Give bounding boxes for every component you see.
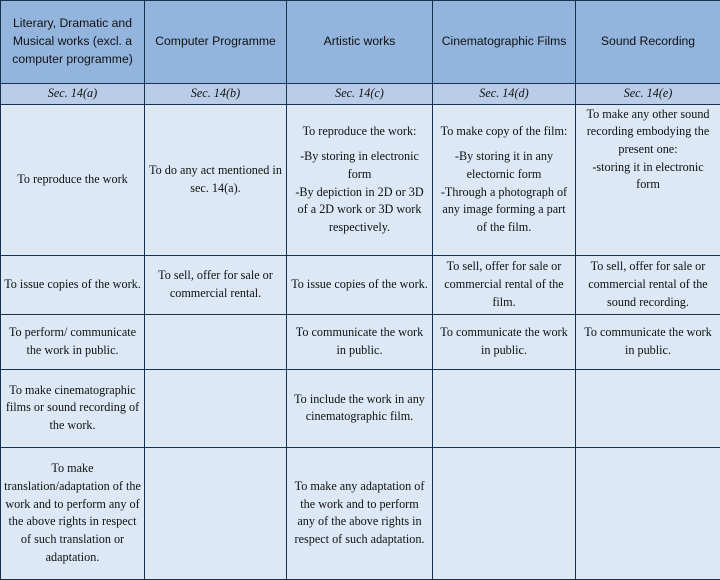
section-row — [1, 84, 720, 105]
cell-computer-adaptation — [145, 447, 287, 579]
cell-film-issue-copies: To sell, offer for sale or commercial rental of the film. — [433, 255, 576, 314]
table-row-issue-copies — [1, 255, 720, 314]
cell-literary-issue-copies: To issue copies of the work. — [1, 255, 145, 314]
header-computer-programme: Computer Programme — [145, 1, 287, 84]
cell-artistic-communicate: To communicate the work in public. — [287, 314, 433, 369]
cell-computer-films-recording — [145, 369, 287, 447]
table-row-adaptation — [1, 447, 720, 579]
film-reproduce-point-1: -By storing it in any electornic form — [436, 148, 572, 183]
header-row — [1, 1, 720, 84]
cell-artistic-films-recording: To include the work in any cinematographic film. — [287, 369, 433, 447]
cell-film-communicate: To communicate the work in public. — [433, 314, 576, 369]
section-14d: Sec. 14(d) — [433, 84, 576, 105]
cell-literary-reproduce: To reproduce the work — [1, 104, 145, 255]
cell-sound-issue-copies: To sell, offer for sale or commercial rental of the sound recording. — [576, 255, 720, 314]
table-row-communicate — [1, 314, 720, 369]
cell-computer-reproduce: To do any act mentioned in sec. 14(a). — [145, 104, 287, 255]
film-reproduce-point-2: -Through a photograph of any image forming a part of the film. — [436, 184, 572, 237]
header-cinematographic-films: Cinematographic Films — [433, 1, 576, 84]
section-14a: Sec. 14(a) — [1, 84, 145, 105]
cell-computer-issue-copies: To sell, offer for sale or commercial rental. — [145, 255, 287, 314]
film-reproduce-intro: To make copy of the film: — [436, 123, 572, 141]
cell-computer-communicate — [145, 314, 287, 369]
cell-sound-films-recording — [576, 369, 720, 447]
cell-artistic-issue-copies: To issue copies of the work. — [287, 255, 433, 314]
header-sound-recording: Sound Recording — [576, 1, 720, 84]
cell-sound-adaptation — [576, 447, 720, 579]
cell-film-reproduce — [433, 104, 576, 255]
section-14b: Sec. 14(b) — [145, 84, 287, 105]
cell-artistic-reproduce — [287, 104, 433, 255]
cell-film-adaptation — [433, 447, 576, 579]
header-artistic-works: Artistic works — [287, 1, 433, 84]
cell-literary-communicate: To perform/ communicate the work in public. — [1, 314, 145, 369]
sound-reproduce-point-1: -storing it in electronic form — [579, 159, 717, 194]
artistic-reproduce-point-2: -By depiction in 2D or 3D of a 2D work or 3D work respectively. — [290, 184, 429, 237]
cell-sound-reproduce — [576, 104, 720, 255]
cell-artistic-adaptation: To make any adaptation of the work and to perform any of the above rights in respect of such adaptation. — [287, 447, 433, 579]
sound-reproduce-intro: To make any other sound recording embodying the present one: — [579, 106, 717, 159]
cell-literary-adaptation: To make translation/adaptation of the work and to perform any of the above rights in respect of such translation or adaptation. — [1, 447, 145, 579]
table-row-films-recording — [1, 369, 720, 447]
cell-film-films-recording — [433, 369, 576, 447]
artistic-reproduce-point-1: -By storing in electronic form — [290, 148, 429, 183]
header-literary-works: Literary, Dramatic and Musical works (excl. a computer programme) — [1, 1, 145, 84]
cell-literary-films-recording: To make cinematographic films or sound recording of the work. — [1, 369, 145, 447]
table-row-reproduce — [1, 104, 720, 255]
artistic-reproduce-intro: To reproduce the work: — [290, 123, 429, 141]
section-14e: Sec. 14(e) — [576, 84, 720, 105]
section-14c: Sec. 14(c) — [287, 84, 433, 105]
cell-sound-communicate: To communicate the work in public. — [576, 314, 720, 369]
